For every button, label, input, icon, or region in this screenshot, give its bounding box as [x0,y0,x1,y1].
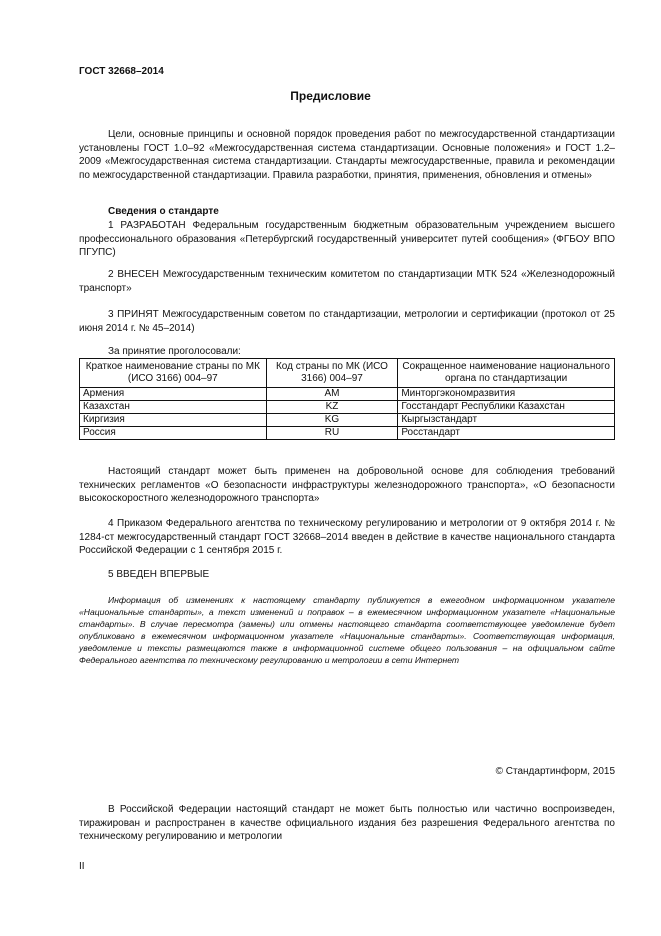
item-4-paragraph: 4 Приказом Федерального агентства по техническому регулированию и метрологии от 9 октября 2014 г. № 1284-ст межгосударственный стандарт ГОСТ 32668–2014 введен в действие в качестве национального стандарта Российской Федерации с 1 сентября 2015 г. [79,518,615,556]
page-title: Предисловие [290,89,371,103]
country-code-cell: KZ [266,401,398,414]
national-body-cell: Росстандарт [398,427,615,440]
item-2-paragraph: 2 ВНЕСЕН Межгосударственным техническим комитетом по стандартизации МТК 524 «Железнодорожный транспорт» [79,269,615,294]
table-row [80,414,615,427]
national-body-cell: Минторгэкономразвития [398,388,615,401]
country-code-cell: AM [266,388,398,401]
table-header-cell: Краткое наименование страны по МК (ИСО 3166) 004–97 [80,359,267,388]
voted-label: За принятие проголосовали: [108,346,241,357]
national-body-cell: Госстандарт Республики Казахстан [398,401,615,414]
table-row [80,427,615,440]
item-3-paragraph: 3 ПРИНЯТ Межгосударственным советом по стандартизации, метрологии и сертификации (протокол от 25 июня 2014 г. № 45–2014) [79,309,615,334]
reproduction-notice-paragraph: В Российской Федерации настоящий стандарт не может быть полностью или частично воспроизведен, тиражирован и распространен в качестве официального издания без разрешения Федерального агентства по техническому регулированию и метрологии [79,804,615,842]
table-header-row [80,359,615,388]
apply-note-paragraph: Настоящий стандарт может быть применен на добровольной основе для соблюдения требований технических регламентов «О безопасности инфраструктуры железнодорожного транспорта», «О безопасности высокоскоростного железнодорожного транспорта» [79,466,615,504]
national-body-cell: Кыргызстандарт [398,414,615,427]
page-number: II [79,861,85,872]
table-header-cell: Код страны по МК (ИСО 3166) 004–97 [266,359,398,388]
item-5-paragraph: 5 ВВЕДЕН ВПЕРВЫЕ [108,569,210,580]
info-heading: Сведения о стандарте [108,206,219,217]
country-name-cell: Россия [80,427,267,440]
country-name-cell: Армения [80,388,267,401]
copyright-line: © Стандартинформ, 2015 [495,766,615,777]
intro-paragraph: Цели, основные принципы и основной порядок проведения работ по межгосударственной стандартизации установлены ГОСТ 1.0–92 «Межгосударственная система стандартизации. Основные положения» и ГОСТ 1.2–2009 «Межгосударственная система стандартизации. Стандарты межгосударственные, правила и рекомендации по межгосударственной стандартизации. Правила разработки, принятия, применения, обновления и отмены» [79,129,615,181]
country-name-cell: Казахстан [80,401,267,414]
voting-table [79,358,615,440]
changes-info-paragraph: Информация об изменениях к настоящему стандарту публикуется в ежегодном информационном указателе «Национальные стандарты», а текст изменений и поправок – в ежемесячном информационном указателе «Национальные стандарты». В случае пересмотра (замены) или отмены настоящего стандарта соответствующее уведомление будет опубликовано в ежемесячном информационном указателе «Национальные стандарты». Соответствующая информация, уведомление и тексты размещаются также в информационной системе общего пользования – на официальном сайте Федерального агентства по техническому регулированию и метрологии в сети Интернет [79,595,615,665]
item-1-paragraph: 1 РАЗРАБОТАН Федеральным государственным бюджетным образовательным учреждением высшего профессионального образования «Петербургский государственный университет путей сообщения» (ФГБОУ ВПО ПГУПС) [79,220,615,258]
country-code-cell: RU [266,427,398,440]
country-code-cell: KG [266,414,398,427]
table-row [80,388,615,401]
country-name-cell: Киргизия [80,414,267,427]
standard-code-header: ГОСТ 32668–2014 [79,66,164,77]
table-row [80,401,615,414]
table-header-cell: Сокращенное наименование национального органа по стандартизации [398,359,615,388]
